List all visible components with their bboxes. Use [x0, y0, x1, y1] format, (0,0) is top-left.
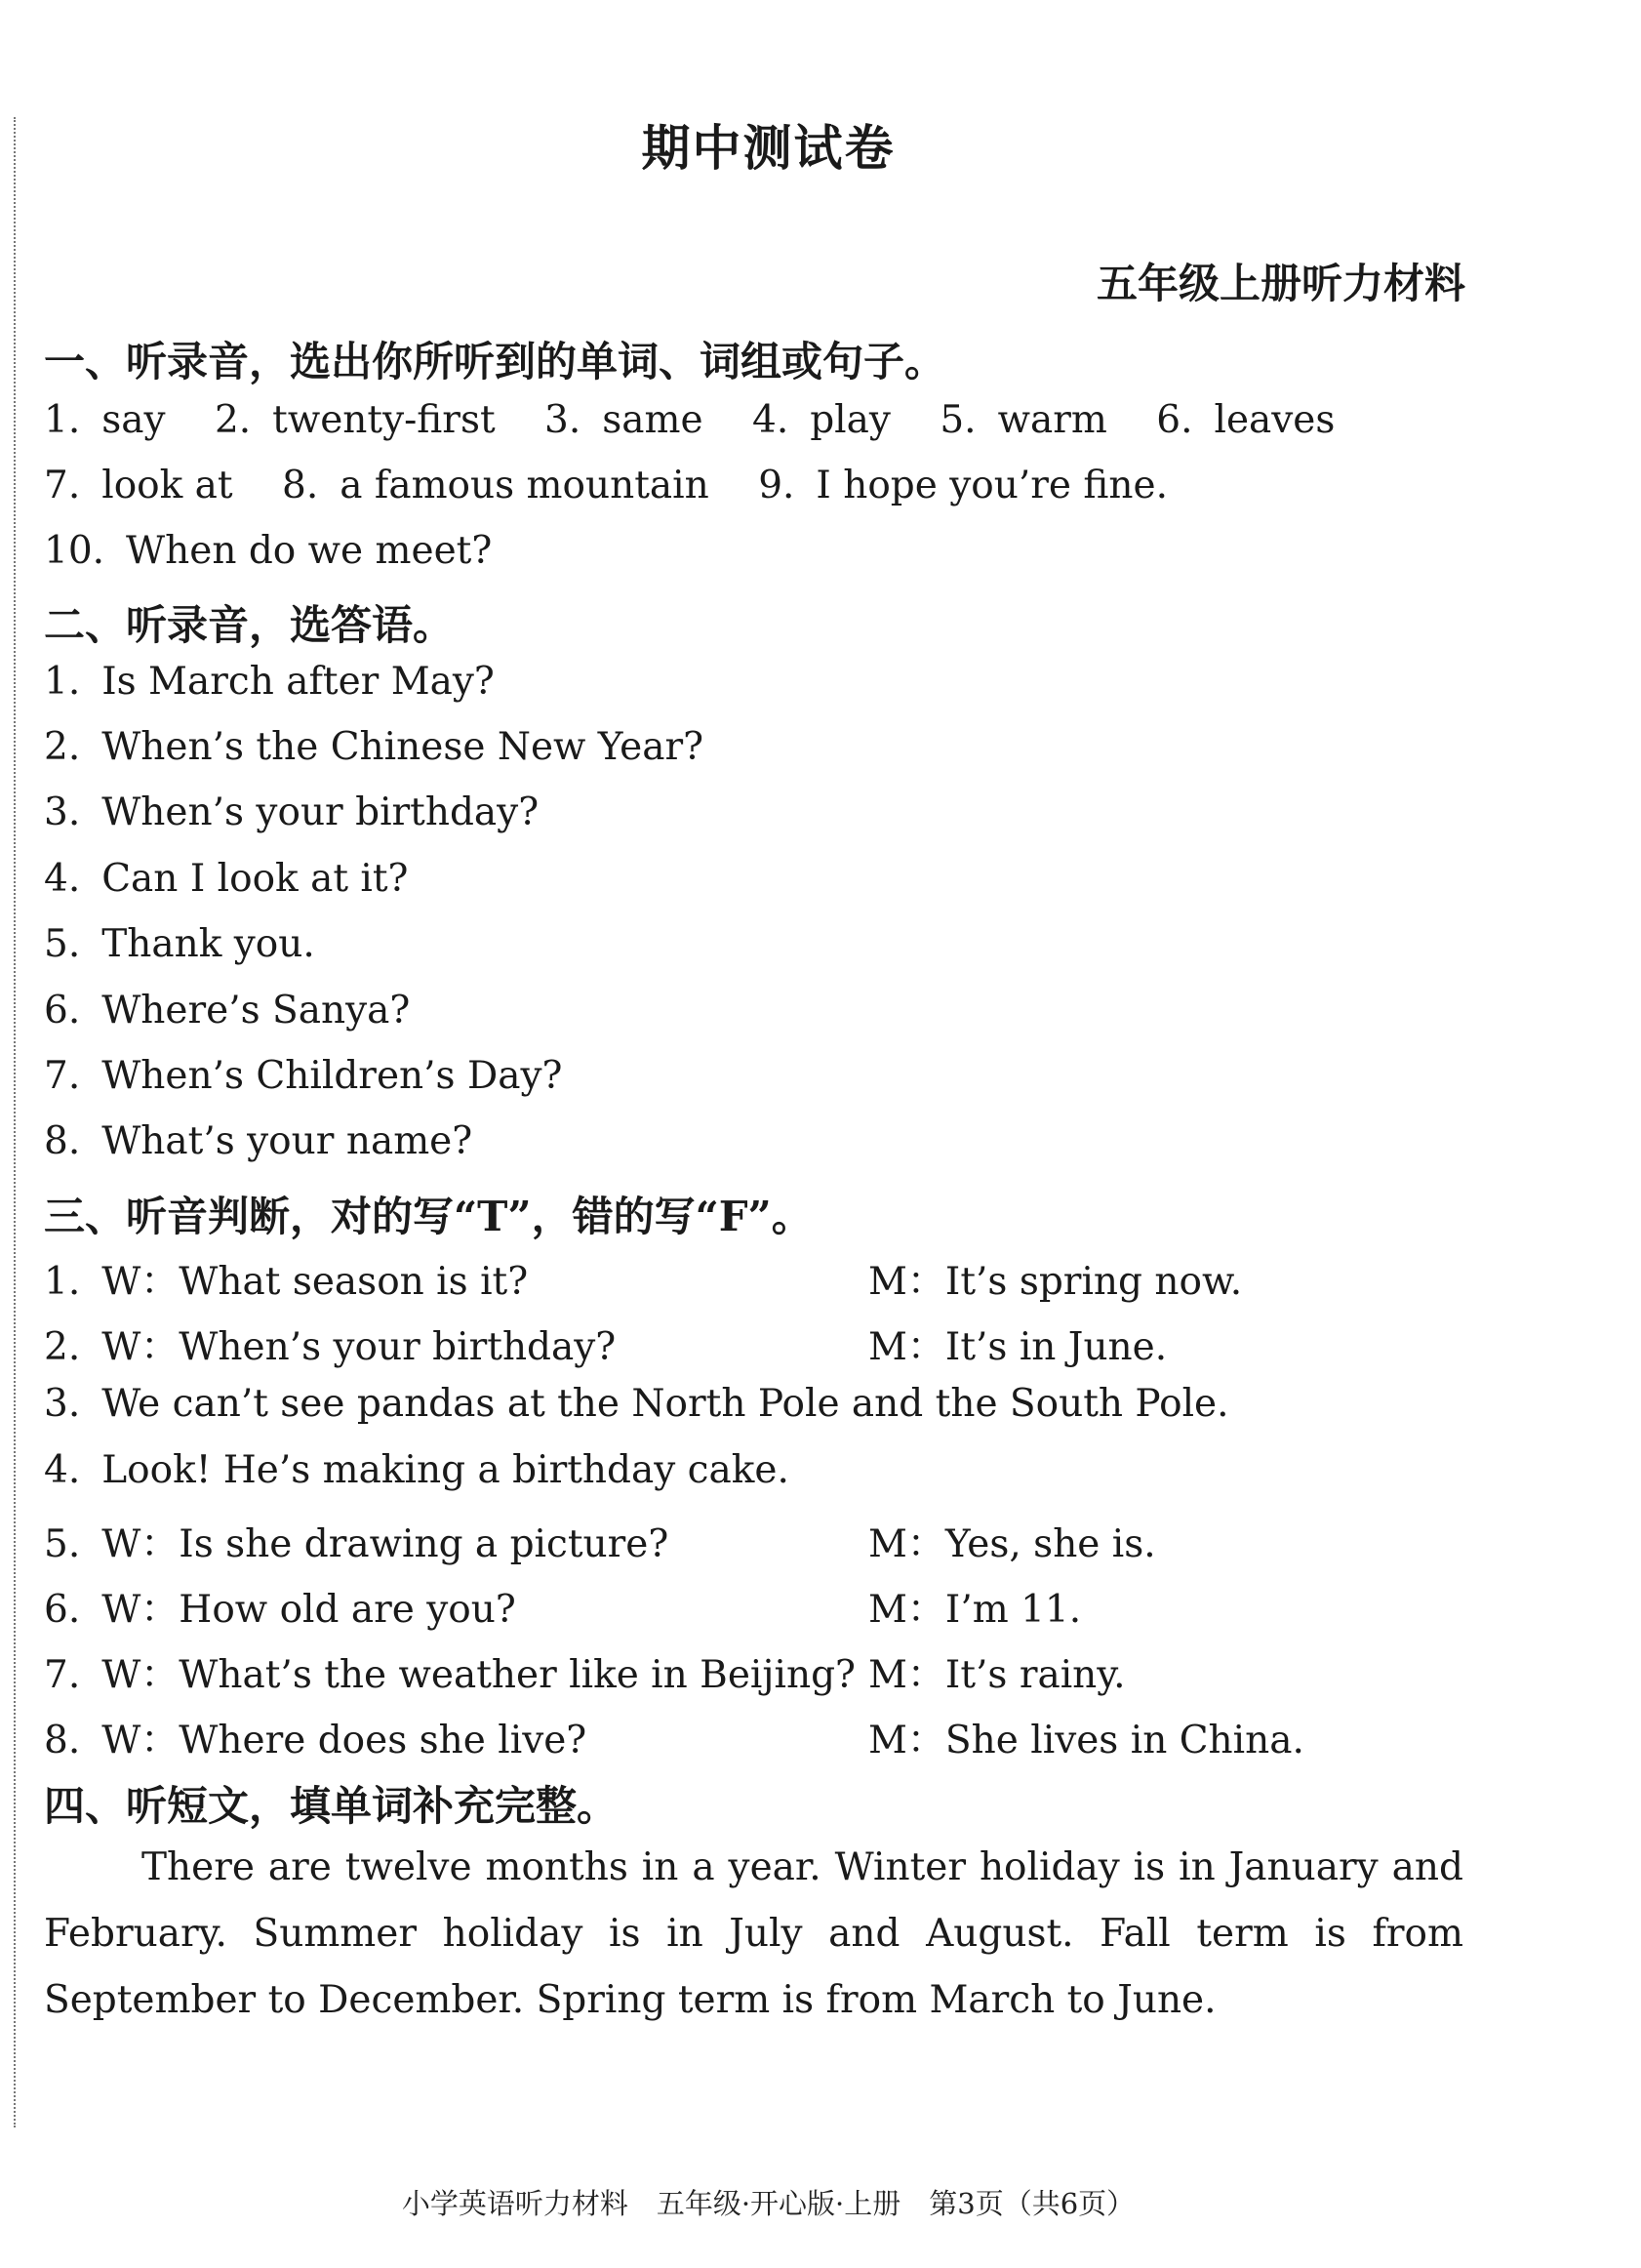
- item-number: 2.: [214, 398, 252, 442]
- list-item: [44, 1119, 472, 1163]
- item-number: 1.: [44, 660, 81, 704]
- list-item: [44, 1644, 1507, 1699]
- item-number: 4.: [44, 1448, 81, 1492]
- item-number: 5.: [940, 398, 977, 442]
- item-number: 7.: [44, 1653, 81, 1697]
- item-number: 8.: [44, 1119, 81, 1163]
- item-text: When’s your birthday?: [101, 790, 540, 834]
- list-item: [44, 1251, 1507, 1306]
- section1-row3: [44, 529, 492, 573]
- item-number: 3.: [44, 1382, 81, 1426]
- item-number: 1.: [44, 398, 81, 442]
- list-item: [44, 857, 408, 901]
- item-text: warm: [997, 398, 1107, 442]
- list-item: [44, 989, 410, 1033]
- dialogue-m: M：Yes, she is.: [868, 1522, 1156, 1566]
- statement: Look! He’s making a birthday cake.: [101, 1448, 789, 1492]
- item-number: 2.: [44, 1325, 81, 1369]
- dialogue-m: M：It’s spring now.: [868, 1260, 1243, 1304]
- item-number: 6.: [1156, 398, 1193, 442]
- item-number: 5.: [44, 1522, 81, 1566]
- dialogue-w: W：When’s your birthday?: [101, 1325, 617, 1369]
- statement: We can’t see pandas at the North Pole and the South Pole.: [101, 1382, 1229, 1426]
- item-text: say: [101, 398, 166, 442]
- item-text: play: [810, 398, 891, 442]
- item-number: 8.: [282, 464, 319, 507]
- list-item: [44, 1054, 562, 1098]
- dialogue-w: W：What’s the weather like in Beijing?: [101, 1653, 856, 1697]
- item-number: 6.: [44, 989, 81, 1033]
- page-title: 期中测试卷: [641, 119, 896, 177]
- item-number: 8.: [44, 1719, 81, 1762]
- item-number: 7.: [44, 1054, 81, 1098]
- item-number: 5.: [44, 922, 81, 966]
- passage: There are twelve months in a year. Winter holiday is in January and February. Summer holiday is in July and August. Fall term is from September to December. Spring term is from March to June.: [44, 1845, 1463, 2022]
- item-number: 9.: [758, 464, 795, 507]
- item-text: Where’s Sanya?: [101, 989, 411, 1033]
- section2-heading: 二、听录音，选答语。: [44, 601, 455, 649]
- list-item: [44, 1448, 1507, 1492]
- section4-heading: 四、听短文，填单词补充完整。: [44, 1782, 619, 1830]
- item-number: 1.: [44, 1260, 81, 1304]
- dialogue-m: M：I’m 11.: [868, 1588, 1082, 1632]
- section1-heading: 一、听录音，选出你所听到的单词、词组或句子。: [44, 338, 946, 385]
- item-number: 4.: [44, 857, 81, 901]
- item-number: 3.: [544, 398, 581, 442]
- binding-line: [14, 117, 16, 2127]
- item-text: look at: [101, 464, 233, 507]
- list-item: [44, 922, 315, 966]
- item-text: twenty-first: [272, 398, 496, 442]
- list-item: [44, 1316, 1507, 1371]
- item-text: same: [602, 398, 703, 442]
- item-text: Can I look at it?: [101, 857, 409, 901]
- page-subtitle: 五年级上册听力材料: [1096, 260, 1465, 307]
- dialogue-w: W：Is she drawing a picture?: [101, 1522, 669, 1566]
- item-number: 7.: [44, 464, 81, 507]
- dialogue-m: M：She lives in China.: [868, 1719, 1304, 1762]
- item-number: 3.: [44, 790, 81, 834]
- dialogue-w: W：How old are you?: [101, 1588, 516, 1632]
- list-item: [44, 1514, 1507, 1568]
- item-text: When do we meet?: [126, 529, 493, 573]
- item-text: Is March after May?: [101, 660, 495, 704]
- item-number: 6.: [44, 1588, 81, 1632]
- dialogue-m: M：It’s rainy.: [868, 1653, 1126, 1697]
- list-item: [44, 725, 703, 769]
- item-text: Thank you.: [101, 922, 315, 966]
- item-text: When’s the Chinese New Year?: [101, 725, 704, 769]
- list-item: [44, 1710, 1507, 1764]
- item-text: leaves: [1214, 398, 1336, 442]
- dialogue-w: W：Where does she live?: [101, 1719, 587, 1762]
- section1-row1: [44, 398, 1335, 442]
- dialogue-w: W：What season is it?: [101, 1260, 529, 1304]
- list-item: [44, 660, 495, 704]
- item-number: 2.: [44, 725, 81, 769]
- item-text: a famous mountain: [340, 464, 709, 507]
- section1-row2: [44, 464, 1168, 507]
- list-item: [44, 790, 539, 834]
- section3-heading: 三、听音判断，对的写“T”，错的写“F”。: [44, 1193, 813, 1240]
- item-number: 4.: [752, 398, 789, 442]
- list-item: [44, 1579, 1507, 1634]
- item-text: What’s your name?: [101, 1119, 473, 1163]
- dialogue-m: M：It’s in June.: [868, 1325, 1168, 1369]
- page-footer: 小学英语听力材料 五年级·开心版·上册 第3页（共6页）: [401, 2187, 1136, 2220]
- item-text: When’s Children’s Day?: [101, 1054, 563, 1098]
- item-text: I hope you’re fine.: [816, 464, 1169, 507]
- item-number: 10.: [44, 529, 105, 573]
- list-item: [44, 1382, 1507, 1426]
